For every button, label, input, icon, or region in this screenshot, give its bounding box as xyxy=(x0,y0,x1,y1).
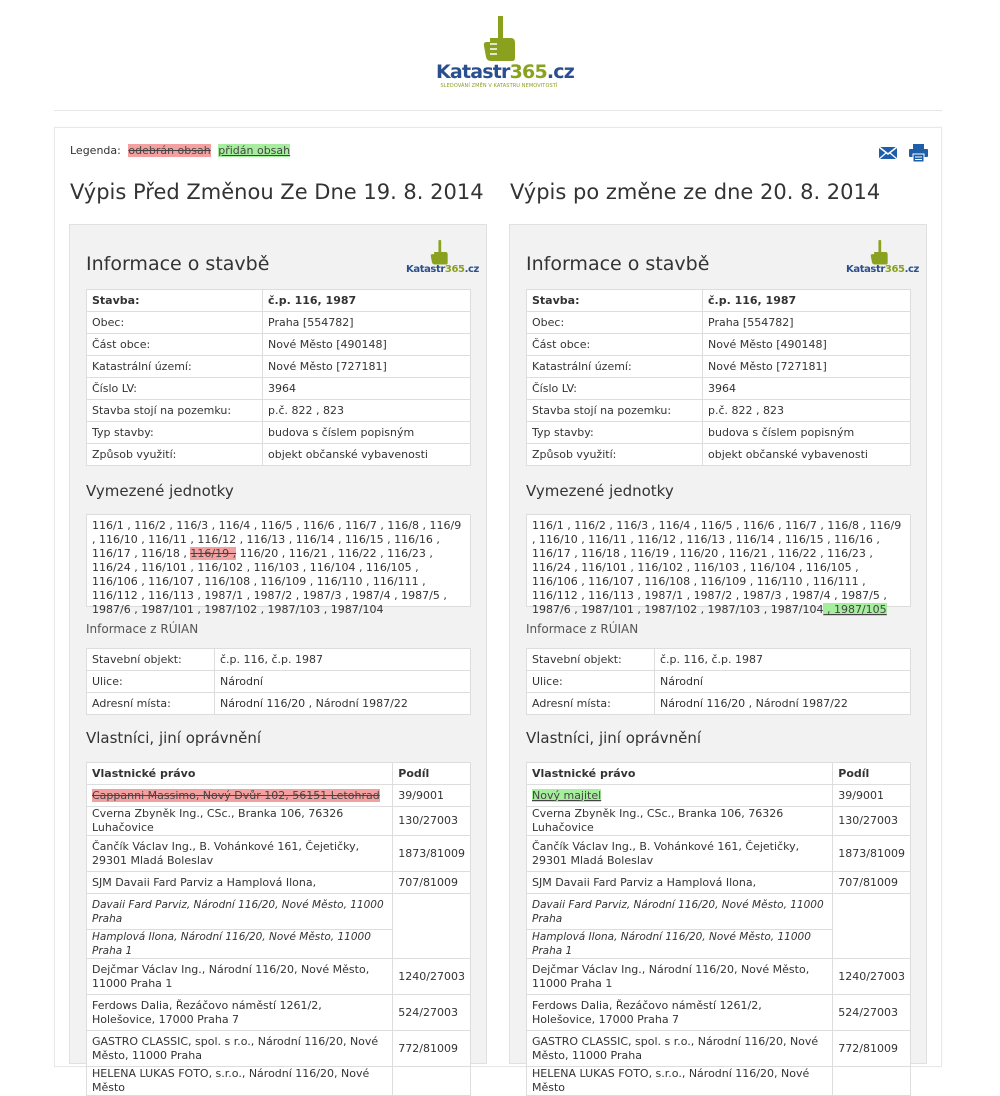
table-row xyxy=(527,290,911,312)
table-row xyxy=(527,356,911,378)
table-row xyxy=(87,290,471,312)
owner-share: 1873/81009 xyxy=(833,836,911,872)
info-value: Nové Město [727181] xyxy=(703,356,911,378)
owner-changed: Cappanni Massimo, Nový Dvůr 102, 56151 Letohrad xyxy=(92,788,380,802)
info-key: Stavba stojí na pozemku: xyxy=(87,400,263,422)
table-row xyxy=(527,785,911,807)
table-row xyxy=(527,693,911,715)
units-list xyxy=(526,514,911,616)
building-info-table xyxy=(526,289,911,466)
table-row xyxy=(527,1031,911,1067)
info-value: 3964 xyxy=(703,378,911,400)
building-info-table xyxy=(86,289,471,466)
mini-logo xyxy=(406,239,479,279)
logo-domain: .cz xyxy=(546,61,575,83)
info-key: Část obce: xyxy=(87,334,263,356)
info-title: Informace o stavbě xyxy=(526,253,710,275)
info-title: Informace o stavbě xyxy=(86,253,270,275)
logo-number: 365 xyxy=(509,61,547,83)
table-row xyxy=(87,763,471,785)
owner-share-empty xyxy=(393,894,471,959)
info-value: objekt občanské vybavenosti xyxy=(263,444,471,466)
info-value: objekt občanské vybavenosti xyxy=(703,444,911,466)
table-row xyxy=(527,763,911,785)
table-row xyxy=(87,1031,471,1067)
table-row xyxy=(87,1067,471,1096)
ruian-key: Stavební objekt: xyxy=(87,649,215,671)
units-text: 116/1 , 116/2 , 116/3 , 116/4 , 116/5 , 116/6 , 116/7 , 116/8 , 116/9 , 116/10 , 116/11 , 116/12 , 116/13 , 116/14 , 116/15 , 116/16 , 116/17 , 116/18 , 116/19 , 116/20 , 116/21 , 116/22 , 116/23 , 116/24 , 116/101 , 116/102 , 116/103 , 116/104 , 116/105 , 116/106 , 116/107 , 116/108 , 116/109 , 116/110 , 116/111 , 116/112 , 116/113 , 1987/1 , 1987/2 , 1987/3 , 1987/4 , 1987/5 , 1987/6 , 1987/101 , 1987/102 , 1987/103 , 1987/104 xyxy=(532,519,902,616)
info-key: Obec: xyxy=(87,312,263,334)
hand-logo-icon xyxy=(429,239,449,265)
logo-domain: .cz xyxy=(464,264,479,275)
units-list xyxy=(86,514,471,616)
after-panel xyxy=(509,224,927,1094)
owner-name xyxy=(527,785,833,807)
table-row xyxy=(87,312,471,334)
info-key: Typ stavby: xyxy=(87,422,263,444)
owner-share: 772/81009 xyxy=(833,1031,911,1067)
ruian-key: Ulice: xyxy=(527,671,655,693)
info-key: Typ stavby: xyxy=(527,422,703,444)
owner-share: 130/27003 xyxy=(833,807,911,836)
owner-share: 39/9001 xyxy=(833,785,911,807)
owner-name: Cverna Zbyněk Ing., CSc., Branka 106, 76326 Luhačovice xyxy=(87,807,393,836)
owner-share xyxy=(833,1067,911,1096)
owner-name: HELENA LUKAS FOTO, s.r.o., Národní 116/20, Nové Město xyxy=(527,1067,833,1096)
ruian-value: Národní 116/20 , Národní 1987/22 xyxy=(655,693,911,715)
table-row xyxy=(527,444,911,466)
info-key: Obec: xyxy=(527,312,703,334)
owner-share xyxy=(393,1067,471,1096)
owners-header-share: Podíl xyxy=(393,763,471,785)
site-header xyxy=(0,0,1000,100)
table-row xyxy=(87,400,471,422)
mini-logo xyxy=(846,239,919,279)
owners-header-share: Podíl xyxy=(833,763,911,785)
owner-share: 524/27003 xyxy=(833,995,911,1031)
ruian-value: Národní xyxy=(655,671,911,693)
table-row xyxy=(87,894,471,930)
info-value: budova s číslem popisným xyxy=(703,422,911,444)
info-value: Praha [554782] xyxy=(263,312,471,334)
email-icon[interactable] xyxy=(879,145,897,161)
logo-tagline: SLEDOVÁNÍ ZMĚN V KATASTRU NEMOVITOSTÍ xyxy=(440,83,558,89)
info-key: Způsob využití: xyxy=(527,444,703,466)
ruian-table xyxy=(526,648,911,715)
owner-name: Dejčmar Václav Ing., Národní 116/20, Nové Město, 11000 Praha 1 xyxy=(87,959,393,995)
logo-number: 365 xyxy=(444,264,465,275)
owner-name: SJM Davaii Fard Parviz a Hamplová Ilona, xyxy=(87,872,393,894)
info-key: Katastrální území: xyxy=(87,356,263,378)
table-row xyxy=(527,959,911,995)
owner-name: Davaii Fard Parviz, Národní 116/20, Nové Město, 11000 Praha xyxy=(87,894,393,930)
ruian-value: č.p. 116, č.p. 1987 xyxy=(655,649,911,671)
owner-changed: Nový majitel xyxy=(532,788,602,802)
table-row xyxy=(527,312,911,334)
before-title: Výpis Před Změnou Ze Dne 19. 8. 2014 xyxy=(70,180,484,204)
legend-label: Legenda: xyxy=(70,144,121,157)
owner-name: Hamplová Ilona, Národní 116/20, Nové Město, 11000 Praha 1 xyxy=(87,930,393,959)
ruian-value: č.p. 116, č.p. 1987 xyxy=(215,649,471,671)
ruian-table xyxy=(86,648,471,715)
owner-share: 707/81009 xyxy=(393,872,471,894)
table-row xyxy=(87,785,471,807)
info-key: Katastrální území: xyxy=(527,356,703,378)
owners-header-name: Vlastnické právo xyxy=(527,763,833,785)
table-row xyxy=(87,807,471,836)
ruian-title: Informace z RÚIAN xyxy=(526,622,639,636)
ruian-value: Národní 116/20 , Národní 1987/22 xyxy=(215,693,471,715)
ruian-key: Adresní místa: xyxy=(87,693,215,715)
units-title: Vymezené jednotky xyxy=(526,482,674,500)
units-text-after: 116/20 , 116/21 , 116/22 , 116/23 , 116/24 , 116/101 , 116/102 , 116/103 , 116/104 , 116/105 , 116/106 , 116/107 , 116/108 , 116/109 , 116/110 , 116/111 , 116/112 , 116/113 , 1987/1 , 1987/2 , 1987/3 , 1987/4 , 1987/5 , 1987/6 , 1987/101 , 1987/102 , 1987/103 , 1987/104 xyxy=(92,547,447,616)
ruian-key: Stavební objekt: xyxy=(527,649,655,671)
info-value: 3964 xyxy=(263,378,471,400)
table-row xyxy=(87,356,471,378)
table-row xyxy=(87,378,471,400)
logo-domain: .cz xyxy=(904,264,919,275)
info-key: Stavba: xyxy=(527,290,703,312)
table-row xyxy=(527,995,911,1031)
table-row xyxy=(527,400,911,422)
hand-logo-icon xyxy=(869,239,889,265)
units-text: 116/1 , 116/2 , 116/3 , 116/4 , 116/5 , 116/6 , 116/7 , 116/8 , 116/9 , 116/10 , 116/11 , 116/12 , 116/13 , 116/14 , 116/15 , 116/16 , 116/17 , 116/18 , xyxy=(92,519,462,560)
owner-name: Ferdows Dalia, Řezáčovo náměstí 1261/2, Holešovice, 17000 Praha 7 xyxy=(527,995,833,1031)
table-row xyxy=(87,995,471,1031)
owner-share: 772/81009 xyxy=(393,1031,471,1067)
ruian-key: Adresní místa: xyxy=(527,693,655,715)
owners-title: Vlastníci, jiní oprávnění xyxy=(86,729,262,747)
hand-logo-icon xyxy=(482,14,516,62)
table-row xyxy=(87,836,471,872)
owner-name: Davaii Fard Parviz, Národní 116/20, Nové Město, 11000 Praha xyxy=(527,894,833,930)
owner-name: Cverna Zbyněk Ing., CSc., Branka 106, 76326 Luhačovice xyxy=(527,807,833,836)
owner-share: 1873/81009 xyxy=(393,836,471,872)
owners-header-name: Vlastnické právo xyxy=(87,763,393,785)
info-value: Nové Město [490148] xyxy=(703,334,911,356)
site-logo[interactable] xyxy=(436,14,575,94)
table-row xyxy=(527,649,911,671)
owners-table xyxy=(86,762,471,1096)
table-row xyxy=(87,693,471,715)
table-row xyxy=(527,872,911,894)
table-row xyxy=(87,422,471,444)
owner-share: 130/27003 xyxy=(393,807,471,836)
units-changed: , 1987/105 xyxy=(823,603,887,616)
ruian-value: Národní xyxy=(215,671,471,693)
info-key: Číslo LV: xyxy=(527,378,703,400)
owner-name: SJM Davaii Fard Parviz a Hamplová Ilona, xyxy=(527,872,833,894)
info-value: p.č. 822 , 823 xyxy=(263,400,471,422)
table-row xyxy=(87,444,471,466)
owner-name: Ferdows Dalia, Řezáčovo náměstí 1261/2, Holešovice, 17000 Praha 7 xyxy=(87,995,393,1031)
table-row xyxy=(87,671,471,693)
info-value: budova s číslem popisným xyxy=(263,422,471,444)
table-row xyxy=(527,378,911,400)
info-key: Část obce: xyxy=(527,334,703,356)
after-title: Výpis po změne ze dne 20. 8. 2014 xyxy=(510,180,881,204)
owner-share: 1240/27003 xyxy=(833,959,911,995)
logo-number: 365 xyxy=(884,264,905,275)
print-icon[interactable] xyxy=(909,144,928,162)
owner-share: 39/9001 xyxy=(393,785,471,807)
owner-name: GASTRO CLASSIC, spol. s r.o., Národní 116/20, Nové Město, 11000 Praha xyxy=(527,1031,833,1067)
owner-name xyxy=(87,785,393,807)
logo-word: Katastr xyxy=(406,264,445,275)
table-row xyxy=(527,334,911,356)
before-panel xyxy=(69,224,487,1094)
table-row xyxy=(87,872,471,894)
owner-name: Čančík Václav Ing., B. Vohánkové 161, Čejetičky, 29301 Mladá Boleslav xyxy=(527,836,833,872)
table-row xyxy=(527,894,911,930)
table-row xyxy=(527,807,911,836)
owners-table xyxy=(526,762,911,1096)
info-value: Praha [554782] xyxy=(703,312,911,334)
table-row xyxy=(87,649,471,671)
info-key: Číslo LV: xyxy=(87,378,263,400)
info-value: č.p. 116, 1987 xyxy=(703,290,911,312)
owner-name: Čančík Václav Ing., B. Vohánkové 161, Čejetičky, 29301 Mladá Boleslav xyxy=(87,836,393,872)
info-value: Nové Město [727181] xyxy=(263,356,471,378)
legend xyxy=(70,144,294,157)
owner-share: 1240/27003 xyxy=(393,959,471,995)
header-divider xyxy=(54,110,942,111)
owner-name: HELENA LUKAS FOTO, s.r.o., Národní 116/20, Nové Město xyxy=(87,1067,393,1096)
owner-name: GASTRO CLASSIC, spol. s r.o., Národní 116/20, Nové Město, 11000 Praha xyxy=(87,1031,393,1067)
table-row xyxy=(527,422,911,444)
owners-title: Vlastníci, jiní oprávnění xyxy=(526,729,702,747)
legend-added: přidán obsah xyxy=(218,144,291,157)
info-key: Způsob využití: xyxy=(87,444,263,466)
info-key: Stavba: xyxy=(87,290,263,312)
legend-removed: odebrán obsah xyxy=(128,144,211,157)
owner-name: Dejčmar Václav Ing., Národní 116/20, Nové Město, 11000 Praha 1 xyxy=(527,959,833,995)
logo-word: Katastr xyxy=(436,61,510,83)
owner-share: 524/27003 xyxy=(393,995,471,1031)
ruian-title: Informace z RÚIAN xyxy=(86,622,199,636)
units-title: Vymezené jednotky xyxy=(86,482,234,500)
ruian-key: Ulice: xyxy=(87,671,215,693)
units-changed: 116/19 , xyxy=(190,547,237,560)
table-row xyxy=(527,836,911,872)
table-row xyxy=(527,671,911,693)
info-value: p.č. 822 , 823 xyxy=(703,400,911,422)
info-value: Nové Město [490148] xyxy=(263,334,471,356)
table-row xyxy=(87,959,471,995)
logo-word: Katastr xyxy=(846,264,885,275)
table-row xyxy=(527,1067,911,1096)
info-key: Stavba stojí na pozemku: xyxy=(527,400,703,422)
owner-share-empty xyxy=(833,894,911,959)
table-row xyxy=(87,334,471,356)
info-value: č.p. 116, 1987 xyxy=(263,290,471,312)
owner-name: Hamplová Ilona, Národní 116/20, Nové Město, 11000 Praha 1 xyxy=(527,930,833,959)
owner-share: 707/81009 xyxy=(833,872,911,894)
